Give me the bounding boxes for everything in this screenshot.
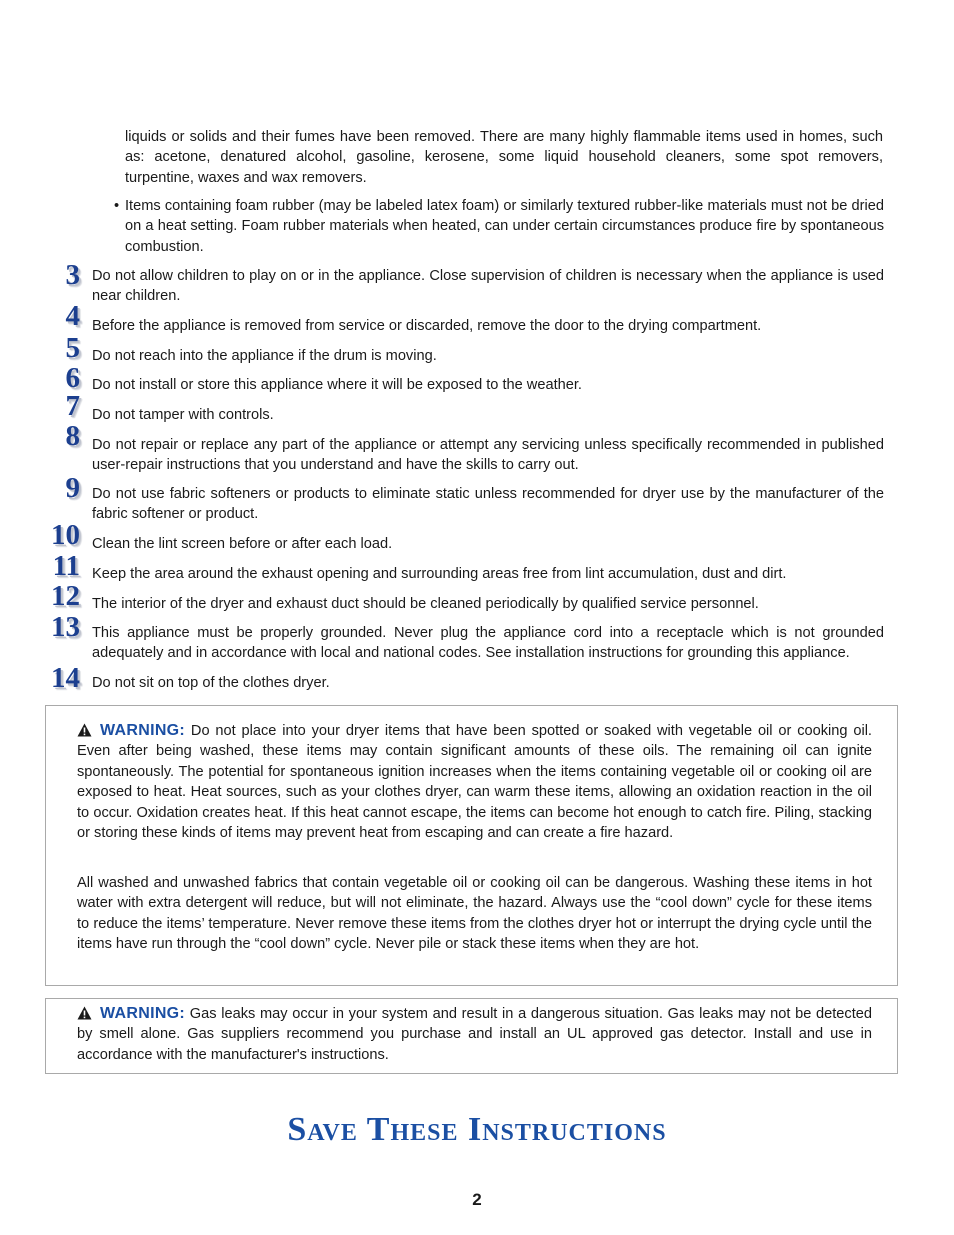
warning2-paragraph <box>77 1004 872 1065</box>
item-text-12: The interior of the dryer and exhaust duct should be cleaned periodically by qualified service personnel. <box>92 596 759 612</box>
item-text-11: Keep the area around the exhaust opening and surrounding areas free from lint accumulation, dust and dirt. <box>92 566 787 582</box>
item-number-3: 3 <box>65 259 80 291</box>
item-number-13: 13 <box>51 611 80 643</box>
item-text-4: Before the appliance is removed from service or discarded, remove the door to the drying compartment. <box>92 318 762 334</box>
item-number-14: 14 <box>51 662 80 694</box>
warning2-label: WARNING: <box>100 1005 186 1022</box>
bullet-dot: • <box>114 198 120 214</box>
item-text-9: Do not use fabric softeners or products to eliminate static unless recommended for dryer use by the manufacturer of the fabric softener or product. <box>92 486 884 523</box>
item-number-6: 6 <box>65 362 80 394</box>
item-text-3: Do not allow children to play on or in the appliance. Close supervision of children is necessary when the appliance is used near children. <box>92 268 884 305</box>
item-number-7: 7 <box>65 390 80 422</box>
warning2-text: Gas leaks may occur in your system and result in a dangerous situation. Gas leaks may not be detected by smell alone. Gas suppliers recommend you purchase and install an UL approved gas detector. Install and use in accordance with the manufacturer's instructions. <box>77 1006 873 1063</box>
item-number-5: 5 <box>65 332 80 364</box>
item-number-10: 10 <box>51 519 80 551</box>
item-text-13: This appliance must be properly grounded. Never plug the appliance cord into a receptacle which is not grounded adequately and in accordance with local and national codes. See installation instructions for grounding this appliance. <box>92 625 884 662</box>
item-number-11: 11 <box>52 550 80 582</box>
warning1-label: WARNING: <box>100 722 186 739</box>
warning1-text: Do not place into your dryer items that have been spotted or soaked with vegetable oil or cooking oil. Even after being washed, these items may contain significant amounts of these oils. The remaining oil can ignite spontaneously. The potential for spontaneous ignition increases when the items containing vegetable oil or cooking oil are exposed to heat. Heat sources, such as your clothes dryer, can warm these items, allowing an oxidation reaction in the oil to occur. Oxidation creates heat. If this heat cannot escape, the items can become hot enough to catch fire. Piling, stacking or storing these kinds of items may prevent heat from escaping and can create a fire hazard. <box>77 723 872 842</box>
vegetable-oil-warning-box <box>45 705 898 986</box>
warning1-paragraph-1 <box>77 721 872 843</box>
item-text-14: Do not sit on top of the clothes dryer. <box>92 675 330 691</box>
gas-leak-warning-box <box>45 998 898 1074</box>
item-text-6: Do not install or store this appliance where it will be exposed to the weather. <box>92 377 582 393</box>
item-text-7: Do not tamper with controls. <box>92 407 274 423</box>
warning2-heading <box>77 1006 185 1022</box>
item-text-8: Do not repair or replace any part of the appliance or attempt any servicing unless specifically recommended in published user-repair instructions that you understand and have the skills to carry out. <box>92 437 884 474</box>
save-instructions-title: Save These Instructions <box>287 1111 667 1148</box>
warning1-heading <box>77 723 185 739</box>
item-text-5: Do not reach into the appliance if the drum is moving. <box>92 348 437 364</box>
foam-rubber-bullet <box>114 196 884 257</box>
intro-continuation: liquids or solids and their fumes have been removed. There are many highly flammable items used in homes, such as: acetone, denatured alcohol, gasoline, kerosene, some liquid household cleaners, some spot removers, turpentine, waxes and wax removers. <box>125 129 883 186</box>
item-text-10: Clean the lint screen before or after each load. <box>92 536 393 552</box>
item-number-12: 12 <box>51 580 80 612</box>
item-number-9: 9 <box>65 472 80 504</box>
item-number-8: 8 <box>65 420 80 452</box>
warning-triangle-icon <box>77 723 92 737</box>
item-number-4: 4 <box>65 300 80 332</box>
warning1-paragraph-2: All washed and unwashed fabrics that contain vegetable oil or cooking oil can be dangerous. Washing these items in hot water with extra detergent will reduce, but will not eliminate, the hazard. Always use the “cool down” cycle for these items to reduce the items’ temperature. Never remove these items from the clothes dryer hot or interrupt the drying cycle until the items have run through the “cool down” cycle. Never pile or stack these items when they are hot. <box>77 875 872 953</box>
warning-triangle-icon <box>77 1006 92 1020</box>
page-number: 2 <box>472 1190 482 1209</box>
bullet-text: Items containing foam rubber (may be labeled latex foam) or similarly textured rubber-like materials must not be dried on a heat setting. Foam rubber materials when heated, can under certain circumstances produce fire by spontaneous combustion. <box>125 198 884 255</box>
